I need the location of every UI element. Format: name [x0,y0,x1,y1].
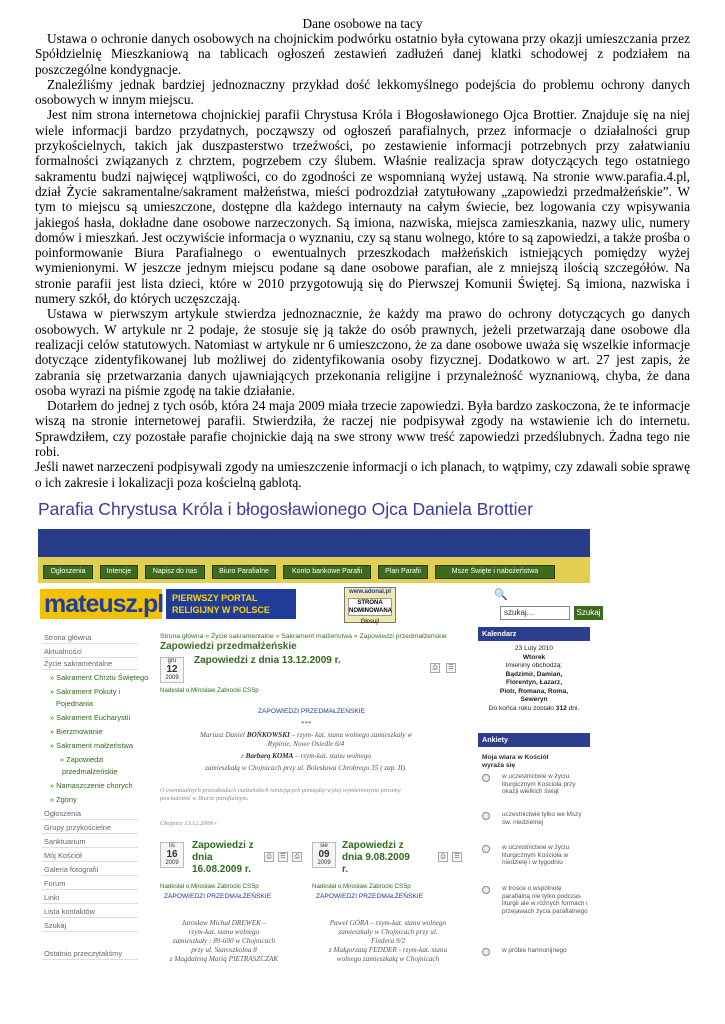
radio-button[interactable] [482,774,490,782]
sidebar-divider [42,889,138,890]
pdf-icon[interactable]: ☰ [446,663,456,673]
nav-item-biuro[interactable]: Biuro Parafialne [212,565,276,579]
sidebar-divider [42,643,138,644]
namedays: Seweryn [520,696,548,703]
post-line: Paweł GÓRA – rzym-kat. stanu wolnego [329,919,447,927]
post-sender: Nadesłał o.Mirosław Zabrocki CSSp [160,883,259,890]
article [35,16,690,490]
calendar-header: Kalendarz [478,627,590,641]
breadcrumb: Strona główna » Życie sakramentalne » Sakrament małżeństwa » Zapowiedzi przedmałżeńskie [160,633,447,640]
nav-bar [38,557,590,583]
post-line: z Magdaleną Marią PIETRASZCZAK [169,955,279,963]
post-line: zamieszkałą w Chojnicach przy ul. Bolesława Chrobrego 35 ( zap. II). [205,764,407,772]
sidebar-item[interactable]: Ogłoszenia [44,809,81,818]
post-heading: ZAPOWIEDZI PRZEDMAŁŻEŃSKIE [164,893,271,900]
date-badge [160,657,184,683]
sidebar-item[interactable]: Lista kontaktów [44,907,95,916]
radio-button[interactable] [482,845,490,853]
sidebar-subitem[interactable]: » Sakrament Chrztu Świętego [50,673,149,682]
post-title[interactable] [192,840,254,876]
date-month: sie [320,843,328,849]
post-line: Jarosław Michał DREWEK – [181,919,267,927]
post-line: Findera 9/2 [370,937,406,945]
date-year: 2009 [317,860,331,866]
sidebar-divider [42,847,138,848]
pdf-icon[interactable]: ☰ [278,852,288,862]
search-button[interactable]: Szukaj [574,606,603,620]
calendar-box [478,645,590,713]
nav-item-ogloszenia[interactable]: Ogłoszenia [43,565,93,579]
sidebar-divider [42,959,138,960]
sidebar-item[interactable]: Linki [44,893,60,902]
sidebar-item[interactable]: Ostatnio przeczytaliśmy [44,949,123,958]
post-heading: ZAPOWIEDZI PRZEDMAŁŻEŃSKIE [258,708,365,715]
sidebar-item[interactable]: Szukaj [44,921,67,930]
nav-item-napisz[interactable]: Napisz do nas [145,565,205,579]
sidebar-item[interactable]: Galeria fotografii [44,865,99,874]
date-year: 2009 [165,675,179,681]
post-line [146,731,466,740]
post-line: Rypinie, Nowe Osiedle 6/4 [267,740,345,748]
nomination-label: STRONA NOMINOWANA [349,600,392,614]
date-day: 09 [318,849,330,860]
date-year: 2009 [165,860,179,866]
sidebar-subitem[interactable]: » Sakrament Eucharystii [50,713,131,722]
sidebar-item[interactable]: Sanktuarium [44,837,86,846]
post-line [146,752,466,761]
namedays-label: Imieniny obchodzą: [505,662,563,669]
post-line: z Małgorzatą FEDDER - rzym-kat. stanu [328,946,448,954]
article-paragraph: Jeśli nawet narzeczeni podpisywali zgody na umieszczenie informacji o ich planach, to wątpimy, czy zdawali sobie sprawę o ich zakresie i lokalizacji poza kościelną gablotą. [35,459,690,490]
post-title[interactable] [342,840,410,876]
sidebar-subitem[interactable]: przedmałżeńskie [62,767,118,776]
portal-slogan [166,589,296,619]
sidebar-subitem[interactable]: » Bierzmowanie [50,727,103,736]
date-month: lis [169,843,175,849]
print-icon[interactable]: ⎙ [438,852,448,862]
article-paragraph: Dotarłem do jednej z tych osób, która 24 maja 2009 miała trzecie zapowiedzi. Była bardzo zaskoczona, że te informacje wiszą na stronie internetowej parafii. Stwierdziła, że raczej nie podpisywał zgody na wstawienie ich do internetu. Sprawdziłem, czy pozostałe parafie chojnickie dają na swe strony www treść zapowiedzi przedślubnych. Żadna tego nie robi. [35,398,690,460]
site-title: Parafia Chrystusa Króla i błogosławionego Ojca Daniela Brottier [38,499,534,519]
date-month: gru [167,658,177,664]
post-text: Barbarą KOMA [245,752,294,760]
post-title[interactable]: Zapowiedzi z dnia 13.12.2009 r. [194,655,341,666]
post-title-line: Zapowiedzi z [342,840,404,851]
header-band [38,529,590,557]
sidebar-subitem[interactable]: » Sakrament małżeństwa [50,741,133,750]
slogan-line: PIERWSZY PORTAL [172,593,258,603]
right-column [478,627,590,977]
post-text: Mariusz Daniel [199,731,247,739]
article-paragraph: Ustawa w pierwszym artykule stwierdza jednoznacznie, że każdy ma prawo do ochrony dotyczących go danych osobowych. W artykule nr 2 podaje, że stosuje się ją także do osób prawnych, jeżeli przetwarzają dane osobowe dla realizacji celów statutowych. Natomiast w artykule nr 6 umieszczono, że za dane osobowe uważa się wszelkie informacje dotyczące zidentyfikowanej lub możliwej do zidentyfikowania osoby fizycznej. Dodatkowo w art. 27 jest zapis, że zabrania się przetwarzania danych ujawniających przekonania religijne i przynależność wyznaniową, chyba, że dana osoba wyrazi na piśmie zgodę na takie działanie. [35,306,690,398]
sidebar-subitem[interactable]: » Namaszczenie chorych [50,781,133,790]
post-line: zamieszkały w Chojnicach przy ul. [338,928,438,936]
sidebar-item[interactable]: Forum [44,879,66,888]
post-note: O ewentualnych przeszkodach małżeńskich istniejących pomiędzy wyżej wymienionymi prosimy [160,787,401,794]
vote-link[interactable]: Głosuj! [360,619,380,625]
search-input[interactable]: szukaj... [500,606,570,620]
date-day: 12 [166,664,178,675]
radio-button[interactable] [482,886,490,894]
article-paragraph: Ustawa o ochronie danych osobowych na chojnickim podwórku ostatnio była cytowana przy okazji umieszczania przez Spółdzielnię Mieszkaniową na tablicach ogłoszeń zestawień zadłużeń danej klatki schodowej z podziałem na poszczególne kondygnacje. [35,31,690,77]
poll-header: Ankiety [478,733,590,747]
poll-question-line: Moja wiara w Kościół [482,754,549,761]
sidebar-divider [42,657,138,658]
sidebar-divider [42,819,138,820]
poll-option-label: w uczestnictwie w życiu liturgicznym Kościoła przy okazji wielkich świąt [502,773,576,796]
print-icon[interactable]: ⎙ [292,852,302,862]
sidebar-item[interactable]: Aktualności [44,647,82,656]
nomination-url: www.adonai.pl [349,589,391,595]
date-badge [160,842,184,868]
post-title-line: r. [342,864,349,875]
post-signature: Chojnice 13.12.2009 r [160,820,217,827]
nav-item-plan[interactable]: Plan Parafii [378,565,428,579]
article-paragraph: Znaleźliśmy jednak bardziej jednoznaczny przykład dość lekkomyślnego podejścia do problemu ochrony danych osobowych w innym miejscu. [35,76,690,108]
namedays: Florentyn, Łazarz, [505,679,563,686]
post-title-line: Zapowiedzi z [192,840,254,851]
website-screenshot [38,497,601,977]
slogan-line: RELIGIJNY W POLSCE [172,605,270,615]
sidebar-subitem[interactable]: » Sakrament Pokuty i [50,687,121,696]
article-title: Dane osobowe na tacy [302,16,423,31]
post-text: z [240,752,246,760]
poll-option-label: w próbie harmonijnego [502,947,567,954]
article-paragraph: Jest nim strona internetowa chojnickiej parafii Chrystusa Króla i Błogosławionego Ojca Brottier. Znajduje się na niej wiele informacji bardzo przydatnych, począwszy od ogłoszeń parafialnych, przez informacje o działalności grup przykościelnych, takich jak duszpasterstwo trzeźwości, po zestawienie informacji potrzebnych przy załatwianiu formalności związanych z chrztem, pogrzebem czy ślubem. Właśnie realizacja spraw dotyczących tego ostatniego sakramentu budzi najwięcej wątpliwości, co do zgodności ze wspomnianą wyżej ustawą. Na stronie www.parafia.4.pl, dział Życie sakramentalne/sakrament małżeństwa, mieści podrozdział zatytułowany „zapowiedzi przedmałżeńskie”. W tym to miejscu są umieszczone, dostępne dla każdego internauty na całym świecie, bez logowania czy wpisywania jakiegoś hasła, dokładne dane osobowe narzeczonych. Są imiona, nazwiska, miejsca zamieszkania, nazwy ulic, numery domów i mieszkań. Jest oczywiście informacja o wyznaniu, czy są stanu wolnego, które to są zapowiedzi, a także prośba o poinformowanie Biura Parafialnego o ewentualnych przeszkodach małżeńskich istniejących pomiędzy wyżej wymienionymi. W jeszcze jednym miejscu podane są dane osobowe parafian, ale z mniejszą ilością szczegółów. Na stronie parafii jest lista dzieci, które w 2010 przygotowują się do Pierwszej Komunii Świętej. Są imiona, nazwiska i numery szkół, do których uczęszczają. [35,107,690,307]
sidebar-item[interactable]: Grupy przykościelne [44,823,111,832]
sidebar-subitem[interactable]: » Zapowiedzi [60,755,104,764]
namedays: Piotr, Romana, Roma, [499,687,569,695]
days-left-text: Do końca roku zostało [488,704,556,712]
post-line: przy ul. Staroszkolna 8 [191,946,257,954]
poll-option-label: uczestnictwie tylko we Mszy św. niedzielnej [502,811,582,826]
page-title: Zapowiedzi przedmałżeńskie [160,641,297,652]
pdf-icon[interactable]: ☰ [452,852,462,862]
days-left-text: dni. [566,704,580,712]
sidebar-divider [42,931,138,932]
sidebar-subitem[interactable]: Pojednania [56,699,93,708]
sidebar-divider [42,903,138,904]
nav-item-intencje[interactable]: Intencje [100,565,138,579]
post-note: powiadomić w Biurze parafialnym. [160,795,249,802]
post-title-line: 16.08.2009 r. [192,864,251,875]
print-icon[interactable]: ⎙ [430,663,440,673]
post-stars: *** [300,720,312,728]
sidebar-divider [42,917,138,918]
post-text: BOŃKOWSKI [246,731,290,739]
nav-item-msze[interactable]: Msze Święte i nabożeństwa [435,565,555,579]
print-icon[interactable]: ⎙ [264,852,274,862]
post-heading: ZAPOWIEDZI PRZEDMAŁŻEŃSKIE [316,893,423,900]
sidebar-divider [42,861,138,862]
mateusz-logo[interactable]: mateusz.pl [40,589,162,619]
post-text: – rzym- kat. stanu wolnego zamieszkały w [289,731,413,739]
main-content [146,627,466,977]
calendar-weekday: Wtorek [522,653,546,661]
poll-option-label: w uczestnictwie w życiu liturgicznym Kościoła w niedzielę i w tygodniu [502,844,570,867]
days-left-number: 312 [555,704,567,712]
sidebar-subitem[interactable]: » Zgony [50,795,77,804]
post-line: wolnego zamieszkałą w Chojnicach [336,955,440,963]
post-line: zamieszkały : 89-600 w Chojnicach [172,937,276,945]
date-badge [312,842,336,868]
post-text: – rzym-kat. stanu wolnego [293,752,371,760]
sidebar-item[interactable]: Mój Kościół [44,851,82,860]
post-line: rzym-kat. stanu wolnego [188,928,260,936]
post-title-line: dnia 9.08.2009 [342,852,410,863]
nav-item-konto[interactable]: Konto bankowe Parafii [283,565,371,579]
calendar-date: 23 Luty 2010 [514,645,554,652]
post-sender: Nadesłał o.Mirosław Zabrocki CSSp [160,687,259,694]
poll-question-line: wyraża się [482,762,515,769]
sidebar-divider [42,669,138,670]
post-sender: Nadesłał o.Mirosław Zabrocki CSSp [312,883,411,890]
sidebar-divider [42,875,138,876]
namedays: Bądzimir, Damian, [505,670,563,678]
radio-button[interactable] [482,812,490,820]
radio-button[interactable] [482,948,490,956]
sidebar [38,627,149,977]
days-left [478,705,590,714]
sidebar-item[interactable]: Strona główna [44,633,92,642]
magnifier-icon: 🔍 [494,589,508,601]
nomination-badge[interactable] [344,587,396,623]
poll-question [482,754,548,770]
date-day: 16 [166,849,178,860]
poll-option-label: w trosce o wspólnotę parafialną nie tylko podczas liturgii ale w różnych formach i przejawach życia parafialnego [502,885,588,915]
sidebar-item[interactable]: Życie sakramentalne [44,659,113,668]
sidebar-divider [42,833,138,834]
post-title-line: dnia [192,852,213,863]
